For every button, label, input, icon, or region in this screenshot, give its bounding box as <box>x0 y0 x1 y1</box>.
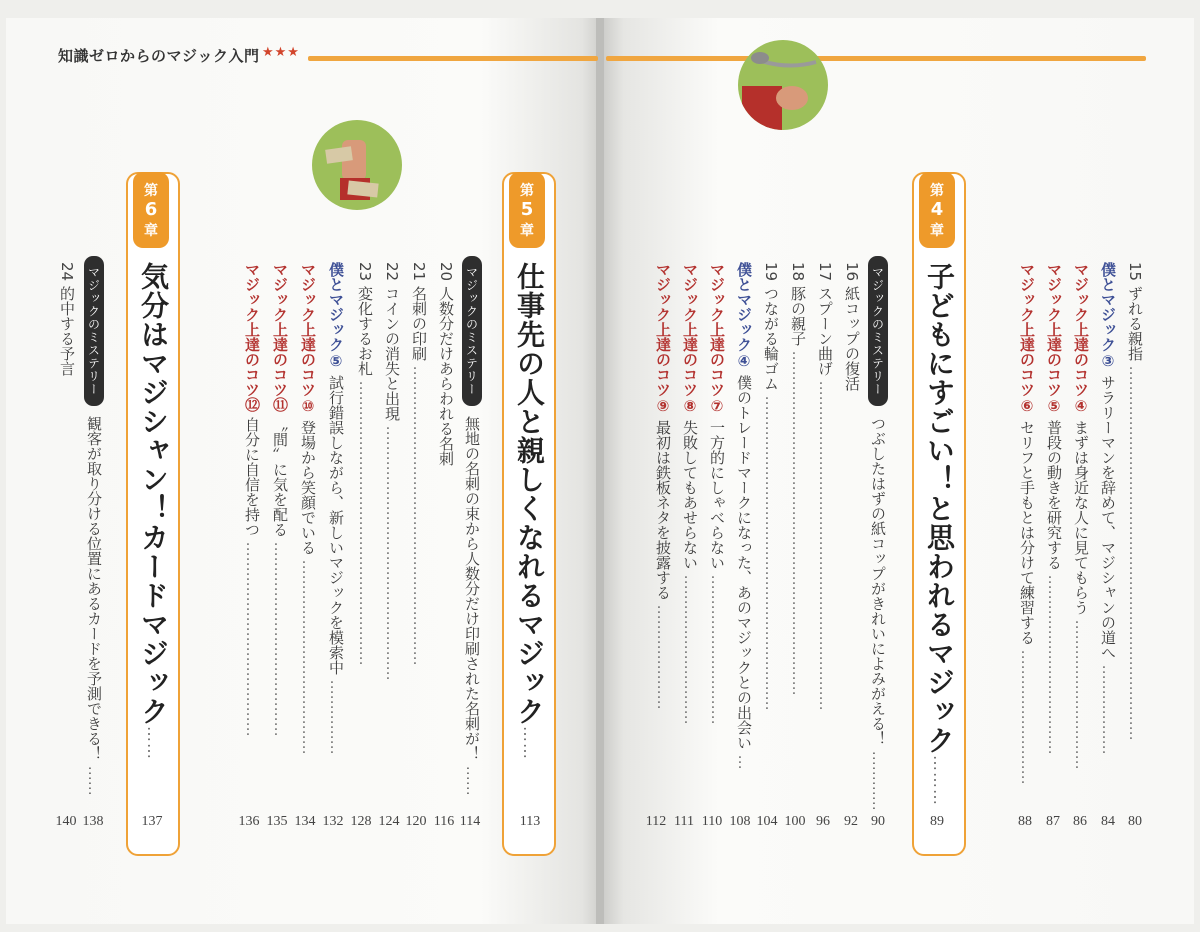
page-number: 110 <box>701 814 723 829</box>
toc-entry-22[interactable]: 22 コインの消失と出現 …………………………………………… <box>383 262 401 681</box>
chapter-4-title[interactable]: 子どもにすごい！と思われるマジック……… <box>923 262 956 806</box>
page-number: 134 <box>294 814 316 829</box>
toc-entry-kotsu-4[interactable]: マジック上達のコツ④ まずは身近な人に見てもらう ………………………… <box>1072 262 1090 770</box>
toc-entry-kotsu-7[interactable]: マジック上達のコツ⑦ 一方的にしゃべらない ………………………… <box>708 262 726 725</box>
running-header-title: 知識ゼロからのマジック入門 <box>58 47 260 65</box>
page-number: 128 <box>350 814 372 829</box>
toc-entry-16-mystery[interactable]: つぶしたはずの紙コップがきれいによみがえる！ ………… <box>869 416 887 811</box>
page-number: 124 <box>378 814 400 829</box>
page-number: 116 <box>433 814 455 829</box>
toc-entry-21[interactable]: 21 名刺の印刷 …………………………………………………… <box>410 262 428 666</box>
header-rule-right <box>606 56 1146 61</box>
toc-entry-kotsu-6[interactable]: マジック上達のコツ⑥ セリフと手もとは分けて練習する ……………………… <box>1018 262 1036 785</box>
page-number: 84 <box>1101 814 1115 829</box>
chapter-4-badge: 第 4 章 <box>919 172 955 248</box>
book-gutter <box>596 18 604 924</box>
page-number: 96 <box>816 814 830 829</box>
mystery-label-24: マジックのミステリー <box>84 256 104 406</box>
header-rule-left <box>308 56 598 61</box>
page-number: 108 <box>729 814 751 829</box>
spoon-bending-photo <box>738 40 828 130</box>
page-number: 112 <box>645 814 667 829</box>
page-number: 80 <box>1128 814 1142 829</box>
toc-entry-19[interactable]: 19 つながる輪ゴム ……………………………………………………… <box>762 262 780 711</box>
toc-entry-20-mystery[interactable]: 無地の名刺の束から人数分だけ印刷された名刺が！ …… <box>463 416 481 796</box>
toc-entry-boku-4[interactable]: 僕とマジック④ 僕のトレードマークになった、あのマジックとの出会い … <box>735 262 753 770</box>
chapter-4-page-number: 89 <box>930 814 944 829</box>
page-number: 86 <box>1073 814 1087 829</box>
toc-entry-17[interactable]: 17 スプーン曲げ ………………………………………………………… <box>816 262 834 711</box>
page-number: 92 <box>844 814 858 829</box>
chapter-6-title[interactable]: 気分はマジシャン！カードマジック…… <box>137 262 170 760</box>
toc-entry-24-mystery[interactable]: 観客が取り分ける位置にあるカードを予測できる！ …… <box>85 416 103 796</box>
chapter-5-page-number: 113 <box>519 814 541 829</box>
header-stars: ★★★ <box>262 45 300 60</box>
mystery-label-16: マジックのミステリー <box>868 256 888 406</box>
page-number: 100 <box>784 814 806 829</box>
toc-entry-kotsu-10[interactable]: マジック上達のコツ⑩ 登場から笑顔でいる ………………………………… <box>299 262 317 755</box>
toc-entry-20[interactable]: 20 人数分だけあらわれる名刺 <box>437 262 455 466</box>
page-number: 90 <box>871 814 885 829</box>
page-number: 114 <box>459 814 481 829</box>
chapter-6-page-number: 137 <box>141 814 163 829</box>
page-number: 111 <box>674 814 694 829</box>
toc-entry-18[interactable]: 18 豚の親子 …………………………………………………………… <box>789 262 807 696</box>
page-number: 88 <box>1018 814 1032 829</box>
page-number: 104 <box>756 814 778 829</box>
page-number: 135 <box>266 814 288 829</box>
toc-entry-15[interactable]: 15 ずれる親指 ………………………………………………………………… <box>1126 262 1144 741</box>
chapter-6-badge: 第 6 章 <box>133 172 169 248</box>
toc-entry-kotsu-11[interactable]: マジック上達のコツ⑪ 〝間〟に気を配る ………………………………… <box>271 262 289 737</box>
toc-entry-16[interactable]: 16 紙コップの復活 <box>843 262 861 391</box>
chapter-5-badge: 第 5 章 <box>509 172 545 248</box>
toc-entry-kotsu-12[interactable]: マジック上達のコツ⑫ 自分に自信を持つ ………………………………… <box>243 262 261 737</box>
toc-entry-boku-3[interactable]: 僕とマジック③ サラリーマンを辞めて、マジシャンの道へ ……………… <box>1099 262 1117 755</box>
toc-entry-kotsu-9[interactable]: マジック上達のコツ⑨ 最初は鉄板ネタを披露する ………………… <box>654 262 672 710</box>
page-number: 87 <box>1046 814 1060 829</box>
chapter-5-title[interactable]: 仕事先の人と親しくなれるマジック…… <box>513 262 546 760</box>
page-number: 132 <box>322 814 344 829</box>
toc-entry-boku-5[interactable]: 僕とマジック⑤ 試行錯誤しながら、新しいマジックを模索中 …………… <box>327 262 345 755</box>
page-number: 120 <box>405 814 427 829</box>
mystery-label-20: マジックのミステリー <box>462 256 482 406</box>
page-number: 140 <box>55 814 77 829</box>
toc-entry-23[interactable]: 23 変化するお札 ………………………………………………… <box>356 262 374 666</box>
toc-entry-24[interactable]: 24 的中する予言 <box>58 262 76 376</box>
page-number: 138 <box>82 814 104 829</box>
banknote-trick-photo <box>312 120 402 210</box>
toc-entry-kotsu-8[interactable]: マジック上達のコツ⑧ 失敗してもあせらない ………………………… <box>681 262 699 725</box>
page-number: 136 <box>238 814 260 829</box>
toc-entry-kotsu-5[interactable]: マジック上達のコツ⑤ 普段の動きを研究する ……………………………… <box>1045 262 1063 755</box>
